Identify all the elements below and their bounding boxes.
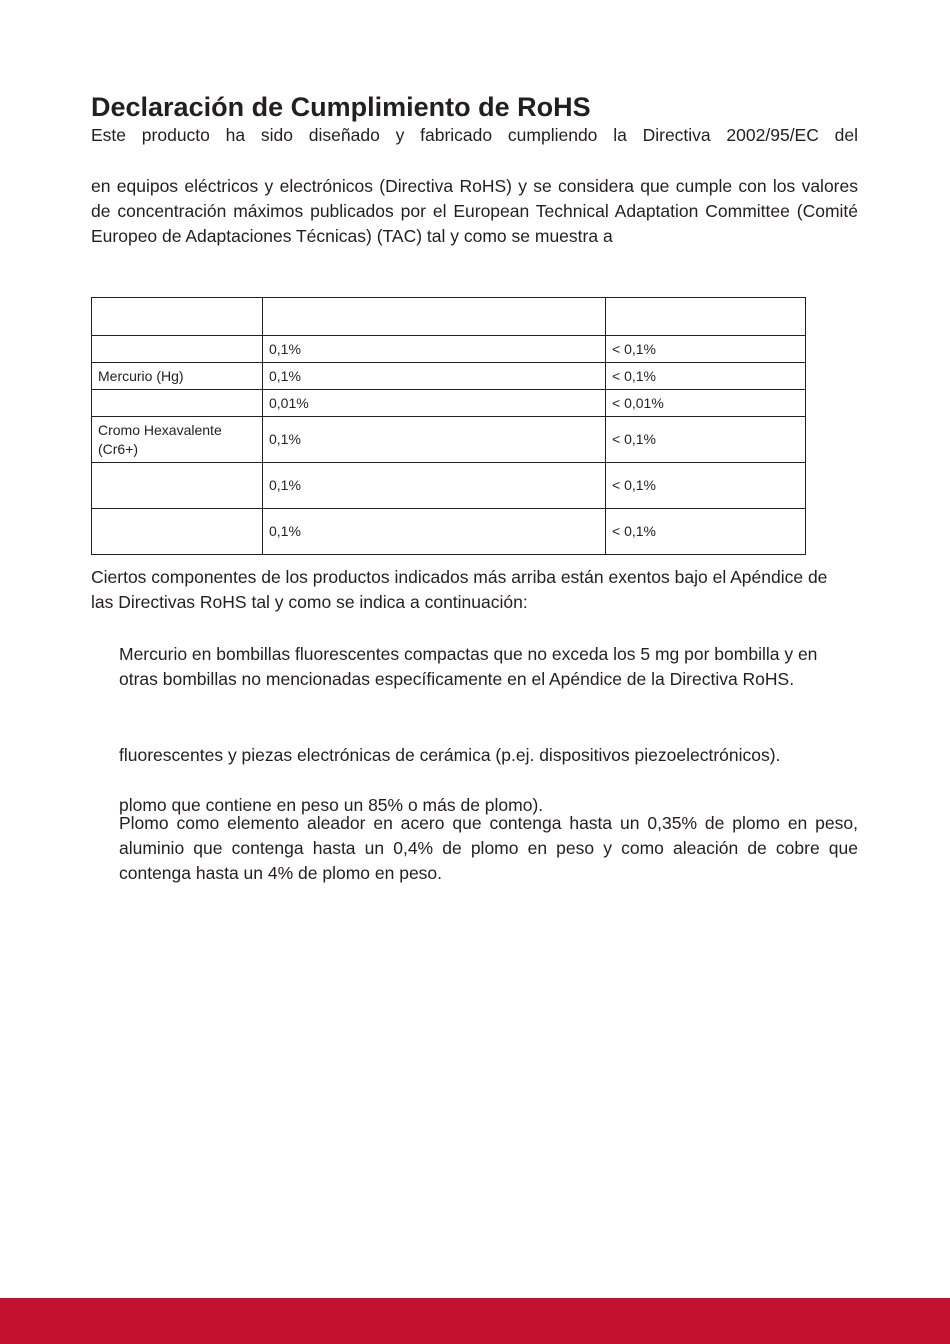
max-concentration-cell: 0,01% [263,390,606,417]
exemption-item: plomo que contiene en peso un 85% o más de plomo). [119,795,544,815]
actual-concentration-cell: < 0,01% [606,390,806,417]
footer-bar [0,1298,950,1344]
actual-concentration-cell: < 0,1% [606,463,806,509]
actual-concentration-cell: < 0,1% [606,336,806,363]
intro-paragraph-2: en equipos eléctricos y electrónicos (Directiva RoHS) y se considera que cumple con los valores de concentración máximos publicados por el European Technical Adaptation Committee (Comité Europeo de Adaptaciones Técnicas) (TAC) tal y como se muestra a [91,176,858,246]
substance-cell [92,390,263,417]
max-concentration-cell: 0,1% [263,363,606,390]
table-header-cell [92,298,263,336]
table-row [92,363,806,390]
max-concentration-cell: 0,1% [263,509,606,555]
substance-cell [92,463,263,509]
exemptions-intro: Ciertos componentes de los productos indicados más arriba están exentos bajo el Apéndice de las Directivas RoHS tal y como se indica a continuación: [91,567,828,612]
max-concentration-cell: 0,1% [263,336,606,363]
max-concentration-cell: 0,1% [263,463,606,509]
substance-cell: Cromo Hexavalente (Cr6+) [92,417,263,463]
exemption-item: Plomo como elemento aleador en acero que contenga hasta un 0,35% de plomo en peso, aluminio que contenga hasta un 0,4% de plomo en peso y como aleación de cobre que contenga hasta un 4% de plomo en peso. [119,813,858,883]
exemption-item: fluorescentes y piezas electrónicas de cerámica (p.ej. dispositivos piezoelectrónicos). [119,745,781,765]
table-row [92,509,806,555]
actual-concentration-cell: < 0,1% [606,417,806,463]
substance-cell [92,336,263,363]
table-header-row [92,298,806,336]
substance-cell [92,509,263,555]
actual-concentration-cell: < 0,1% [606,363,806,390]
substance-cell: Mercurio (Hg) [92,363,263,390]
table-row [92,463,806,509]
table-row [92,390,806,417]
max-concentration-cell: 0,1% [263,417,606,463]
table-row [92,417,806,463]
table-header-cell [263,298,606,336]
page-title: Declaración de Cumplimiento de RoHS [91,92,591,122]
table-header-cell [606,298,806,336]
table-row [92,336,806,363]
rohs-substance-table [91,297,806,555]
actual-concentration-cell: < 0,1% [606,509,806,555]
intro-line-1: Este producto ha sido diseñado y fabricado cumpliendo la Directiva 2002/95/EC del [91,125,858,145]
exemption-item: Mercurio en bombillas fluorescentes compactas que no exceda los 5 mg por bombilla y en otras bombillas no mencionadas específicamente en el Apéndice de la Directiva RoHS. [119,644,818,689]
